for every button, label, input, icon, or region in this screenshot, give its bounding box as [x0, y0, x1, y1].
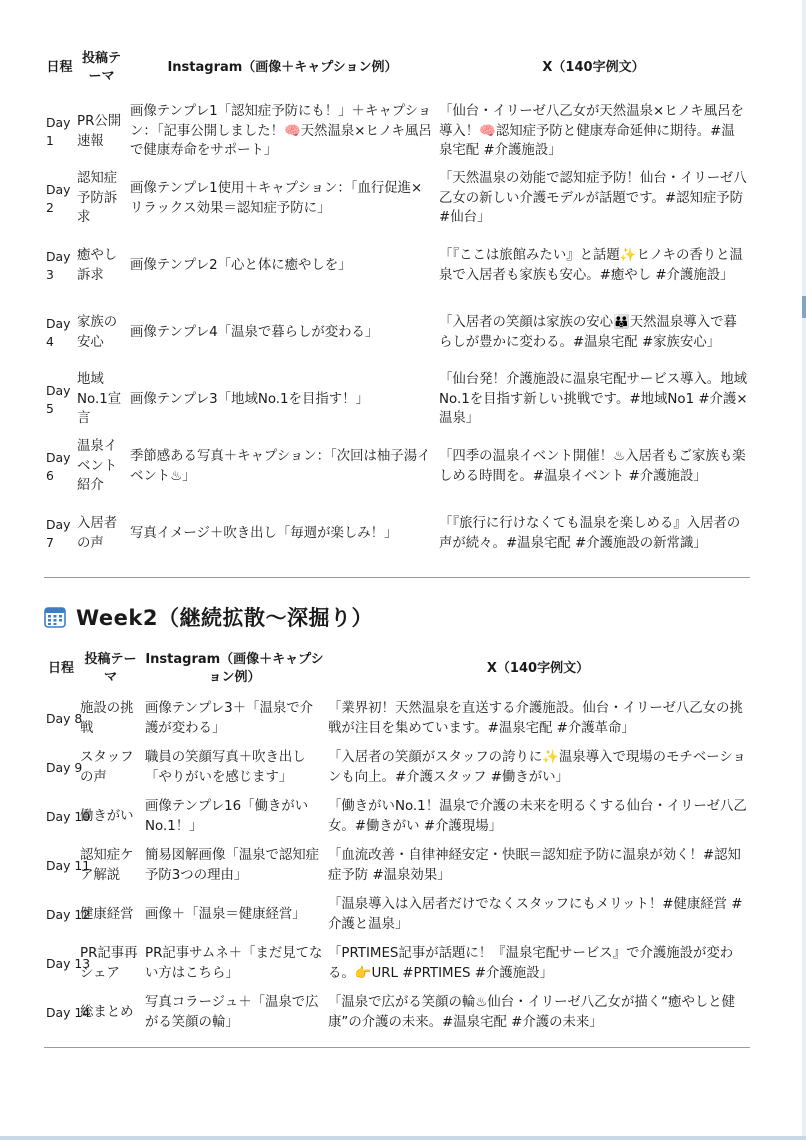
theme-cell: 家族の安心 — [77, 315, 118, 350]
week1-header-x: X（140字例文） — [542, 60, 645, 76]
table-row — [44, 694, 750, 743]
day-cell: Day 10 — [46, 808, 91, 824]
day-cell: Day 12 — [46, 906, 91, 922]
day-cell: Day 9 — [46, 759, 83, 775]
instagram-cell: 季節感ある写真＋キャプション：「次回は柚子湯イベント♨」 — [130, 449, 431, 484]
x-post-cell: 「四季の温泉イベント開催！♨入居者もご家族も楽しめる時間を。#温泉イベント #介護施設」 — [439, 449, 746, 484]
instagram-cell: 画像＋「温泉＝健康経営」 — [145, 906, 306, 922]
week1-header-instagram: Instagram（画像＋キャプション例） — [167, 60, 398, 76]
day-cell: Day 13 — [46, 955, 91, 971]
section-divider — [44, 1047, 750, 1048]
table-row — [44, 165, 750, 232]
instagram-cell: PR記事サムネ＋「まだ見てない方はこちら」 — [145, 946, 323, 981]
calendar-icon — [44, 606, 66, 628]
day-cell: Day6 — [46, 449, 71, 483]
table-row — [44, 792, 750, 841]
instagram-cell: 画像テンプレ3「地域No.1を目指す！」 — [130, 391, 369, 407]
x-post-cell: 「入居者の笑顔は家族の安心👪天然温泉導入で暮らしが豊かに変わる。#温泉宅配 #家族安心」 — [439, 315, 737, 350]
table-row — [44, 743, 750, 792]
x-post-cell: 「温泉で広がる笑顔の輪♨仙台・イリーゼ八乙女が描く“癒やしと健康”の介護の未来。#温泉宅配 #介護の未来」 — [328, 995, 735, 1030]
x-post-cell: 「働きがいNo.1！温泉で介護の未来を明るくする仙台・イリーゼ八乙女。#働きがい #介護現場」 — [328, 799, 747, 834]
table-row — [44, 500, 750, 567]
day-cell: Day4 — [46, 315, 71, 349]
x-post-cell: 「仙台発！介護施設に温泉宅配サービス導入。地域No.1を目指す新しい挑戦です。#地域No1 #介護×温泉」 — [439, 372, 748, 427]
theme-cell: 働きがい — [80, 808, 134, 824]
instagram-cell: 画像テンプレ16「働きがいNo.1！」 — [145, 799, 309, 834]
day-cell: Day3 — [46, 248, 71, 282]
table-row — [44, 433, 750, 500]
document-content — [44, 38, 750, 1048]
theme-cell: 癒やし訴求 — [77, 248, 118, 283]
x-post-cell: 「『ここは旅館みたい』と話題✨ヒノキの香りと温泉で入居者も家族も安心。#癒やし #介護施設」 — [439, 248, 743, 283]
week2-header-instagram: Instagram（画像＋キャプション例） — [145, 652, 324, 685]
instagram-cell: 画像テンプレ2「心と体に癒やしを」 — [130, 257, 352, 273]
theme-cell: PR記事再シェア — [80, 946, 138, 981]
instagram-cell: 画像テンプレ1「認知症予防にも！」＋キャプション：「記事公開しました！🧠天然温泉×ヒノキ風呂で健康寿命をサポート」 — [130, 104, 432, 159]
week2-header-row — [44, 644, 750, 694]
week2-heading — [44, 602, 750, 632]
instagram-cell: 画像テンプレ3＋「温泉で介護が変わる」 — [145, 701, 314, 736]
x-post-cell: 「『旅行に行けなくても温泉を楽しめる』入居者の声が続々。#温泉宅配 #介護施設の新常識」 — [439, 516, 741, 551]
week2-header-theme: 投稿テーマ — [84, 652, 137, 685]
day-cell: Day2 — [46, 181, 71, 215]
theme-cell: 健康経営 — [80, 906, 134, 922]
x-post-cell: 「業界初！天然温泉を直送する介護施設。仙台・イリーゼ八乙女の挑戦が注目を集めています。#温泉宅配 #介護革命」 — [328, 701, 743, 736]
day-cell: Day 8 — [46, 710, 83, 726]
week2-schedule-table — [44, 644, 750, 1037]
week2-header-x: X（140字例文） — [486, 661, 590, 677]
theme-cell: 温泉イベント紹介 — [77, 439, 118, 494]
table-row — [44, 988, 750, 1037]
instagram-cell: 写真イメージ＋吹き出し「毎週が楽しみ！」 — [130, 525, 398, 541]
x-post-cell: 「天然温泉の効能で認知症予防！仙台・イリーゼ八乙女の新しい介護モデルが話題です。#認知症予防 #仙台」 — [439, 171, 747, 226]
day-cell: Day 11 — [46, 857, 91, 873]
week1-schedule-table — [44, 38, 750, 567]
table-row — [44, 232, 750, 299]
theme-cell: 地域No.1宣言 — [77, 372, 122, 427]
x-post-cell: 「PRTIMES記事が話題に！『温泉宅配サービス』で介護施設が変わる。👉URL #PRTIMES #介護施設」 — [328, 946, 734, 981]
instagram-cell: 写真コラージュ＋「温泉で広がる笑顔の輪」 — [145, 995, 319, 1030]
week1-header-theme: 投稿テーマ — [81, 51, 121, 84]
week2-title: Week2（継続拡散〜深掘り） — [76, 606, 373, 630]
x-post-cell: 「入居者の笑顔がスタッフの誇りに✨温泉導入で現場のモチベーションも向上。#介護スタッフ #働きがい」 — [328, 750, 746, 785]
theme-cell: 施設の挑戦 — [80, 701, 134, 736]
page-edge-marker — [802, 296, 806, 318]
day-cell: Day7 — [46, 516, 71, 550]
table-row — [44, 299, 750, 366]
theme-cell: 認知症ケア解説 — [80, 848, 134, 883]
theme-cell: スタッフの声 — [80, 750, 134, 785]
table-row — [44, 890, 750, 939]
table-row — [44, 98, 750, 165]
week2-header-day: 日程 — [47, 661, 74, 677]
table-row — [44, 841, 750, 890]
instagram-cell: 簡易図解画像「温泉で認知症予防3つの理由」 — [145, 848, 320, 883]
week1-header-row — [44, 38, 750, 98]
day-cell: Day1 — [46, 114, 71, 148]
section-divider — [44, 577, 750, 578]
theme-cell: 認知症予防訴求 — [77, 171, 118, 226]
x-post-cell: 「血流改善・自律神経安定・快眠＝認知症予防に温泉が効く！#認知症予防 #温泉効果」 — [328, 848, 741, 883]
day-cell: Day5 — [46, 382, 71, 416]
instagram-cell: 職員の笑顔写真＋吹き出し「やりがいを感じます」 — [145, 750, 306, 785]
week1-header-day: 日程 — [46, 60, 73, 76]
instagram-cell: 画像テンプレ1使用＋キャプション：「血行促進×リラックス効果＝認知症予防に」 — [130, 181, 423, 216]
instagram-cell: 画像テンプレ4「温泉で暮らしが変わる」 — [130, 324, 379, 340]
theme-cell: 総まとめ — [80, 1004, 134, 1020]
x-post-cell: 「温泉導入は入居者だけでなくスタッフにもメリット！#健康経営 #介護と温泉」 — [328, 897, 743, 932]
day-cell: Day 14 — [46, 1004, 91, 1020]
theme-cell: 入居者の声 — [77, 516, 118, 551]
theme-cell: PR公開速報 — [77, 114, 122, 149]
table-row — [44, 366, 750, 433]
x-post-cell: 「仙台・イリーゼ八乙女が天然温泉×ヒノキ風呂を導入！🧠認知症予防と健康寿命延伸に期待。#温泉宅配 #介護施設」 — [439, 104, 744, 159]
page-edge — [802, 0, 806, 1140]
table-row — [44, 939, 750, 988]
page-bottom-strip — [0, 1136, 806, 1140]
